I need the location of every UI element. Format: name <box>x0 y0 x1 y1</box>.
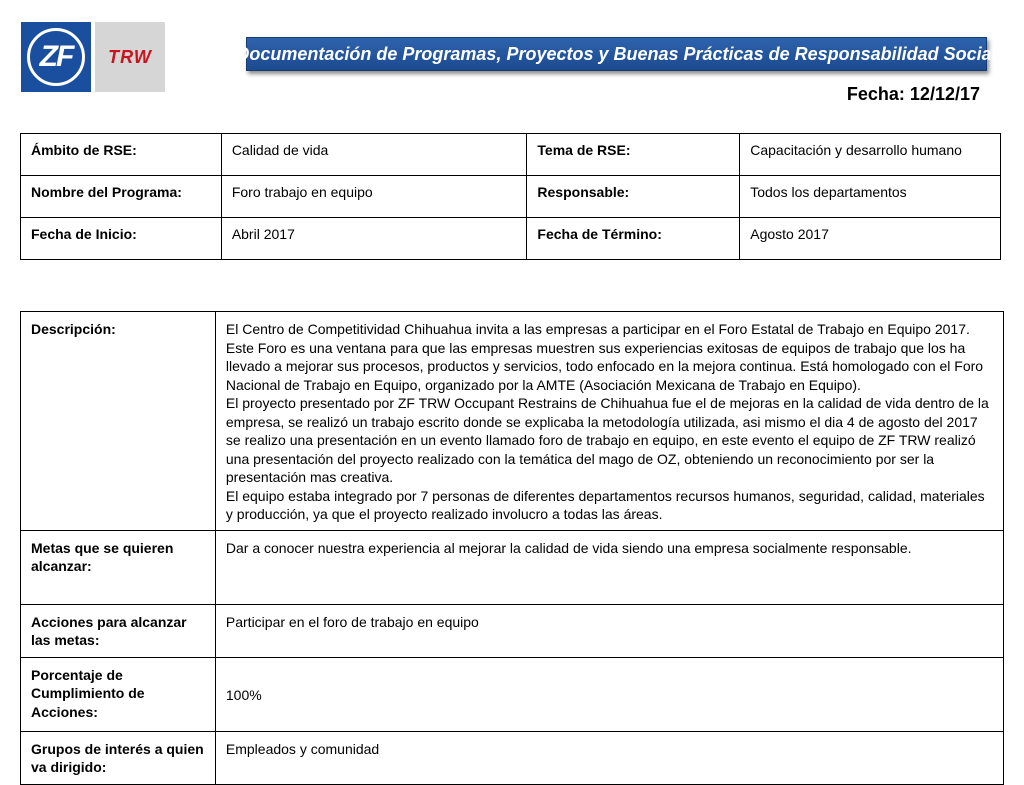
descripcion-paragraph: El Centro de Competitividad Chihuahua invita a las empresas a participar en el Foro Estatal de Trabajo en Equipo 2017. Este Foro es una ventana para que las empresas muestren sus experiencias exitosas de equipos de trabajo que los ha llevado a mejorar sus procesos, productos y servicios, todo enfocado en la mejora continua. Está homologado con el Foro Nacional de Trabajo en Equipo, organizado por la AMTE (Asociación Mexicana de Trabajo en Equipo). <box>225 321 984 393</box>
table-row <box>21 312 1004 531</box>
table-row <box>21 176 1001 218</box>
acciones-label: Acciones para alcanzar las metas: <box>21 604 216 657</box>
grupos-label: Grupos de interés a quien va dirigido: <box>21 731 216 784</box>
ambito-value: Calidad de vida <box>221 134 527 176</box>
acciones-value: Participar en el foro de trabajo en equipo <box>215 604 1003 657</box>
metas-label: Metas que se quieren alcanzar: <box>21 530 216 604</box>
porcentaje-value <box>215 657 1003 731</box>
tema-value: Capacitación y desarrollo humano <box>740 134 1001 176</box>
table-row <box>21 731 1004 784</box>
termino-label: Fecha de Término: <box>527 218 740 260</box>
program-detail-table <box>20 311 1004 785</box>
table-row <box>21 134 1001 176</box>
descripcion-paragraph: El equipo estaba integrado por 7 personas de diferentes departamentos recursos humanos, seguridad, calidad, materiales y producción, ya que el proyecto realizado involucro a todas las áreas. <box>225 487 985 522</box>
nombre-value: Foro trabajo en equipo <box>221 176 527 218</box>
zf-logo-text: ZF <box>39 40 73 73</box>
table-row <box>21 604 1004 657</box>
tema-label: Tema de RSE: <box>527 134 740 176</box>
descripcion-label: Descripción: <box>21 312 216 531</box>
document-date: Fecha: 12/12/17 <box>846 84 980 104</box>
ambito-label: Ámbito de RSE: <box>21 134 222 176</box>
porcentaje-text: 100% <box>225 686 262 703</box>
table-row <box>21 657 1004 731</box>
grupos-value: Empleados y comunidad <box>215 731 1003 784</box>
descripcion-value <box>215 312 1003 531</box>
program-info-table <box>20 133 1001 260</box>
inicio-label: Fecha de Inicio: <box>21 218 222 260</box>
responsable-value: Todos los departamentos <box>740 176 1001 218</box>
trw-logo <box>95 22 165 92</box>
zf-logo-ring <box>27 28 85 86</box>
document-title: Documentación de Programas, Proyectos y Buenas Prácticas de Responsabilidad Social <box>246 37 987 71</box>
table-row <box>21 218 1001 260</box>
nombre-label: Nombre del Programa: <box>21 176 222 218</box>
trw-logo-text: TRW <box>108 46 152 67</box>
metas-value: Dar a conocer nuestra experiencia al mejorar la calidad de vida siendo una empresa socialmente responsable. <box>215 530 1003 604</box>
termino-value: Agosto 2017 <box>740 218 1001 260</box>
responsable-label: Responsable: <box>527 176 740 218</box>
porcentaje-label: Porcentaje de Cumplimiento de Acciones: <box>21 657 216 731</box>
inicio-value: Abril 2017 <box>221 218 527 260</box>
zf-logo <box>21 22 91 92</box>
descripcion-paragraph: El proyecto presentado por ZF TRW Occupant Restrains de Chihuahua fue el de mejoras en la calidad de vida dentro de la empresa, se realizó un trabajo escrito donde se explicaba la metodología utilizada, asi mismo el dia 4 de agosto del 2017 se realizo una presentación en un evento llamado foro de trabajo en equipo, en este evento el equipo de ZF TRW realizó una presentación del proyecto realizado con la temática del mago de OZ, obteniendo un reconocimiento por ser la presentación mas creativa. <box>225 395 989 485</box>
table-row <box>21 530 1004 604</box>
